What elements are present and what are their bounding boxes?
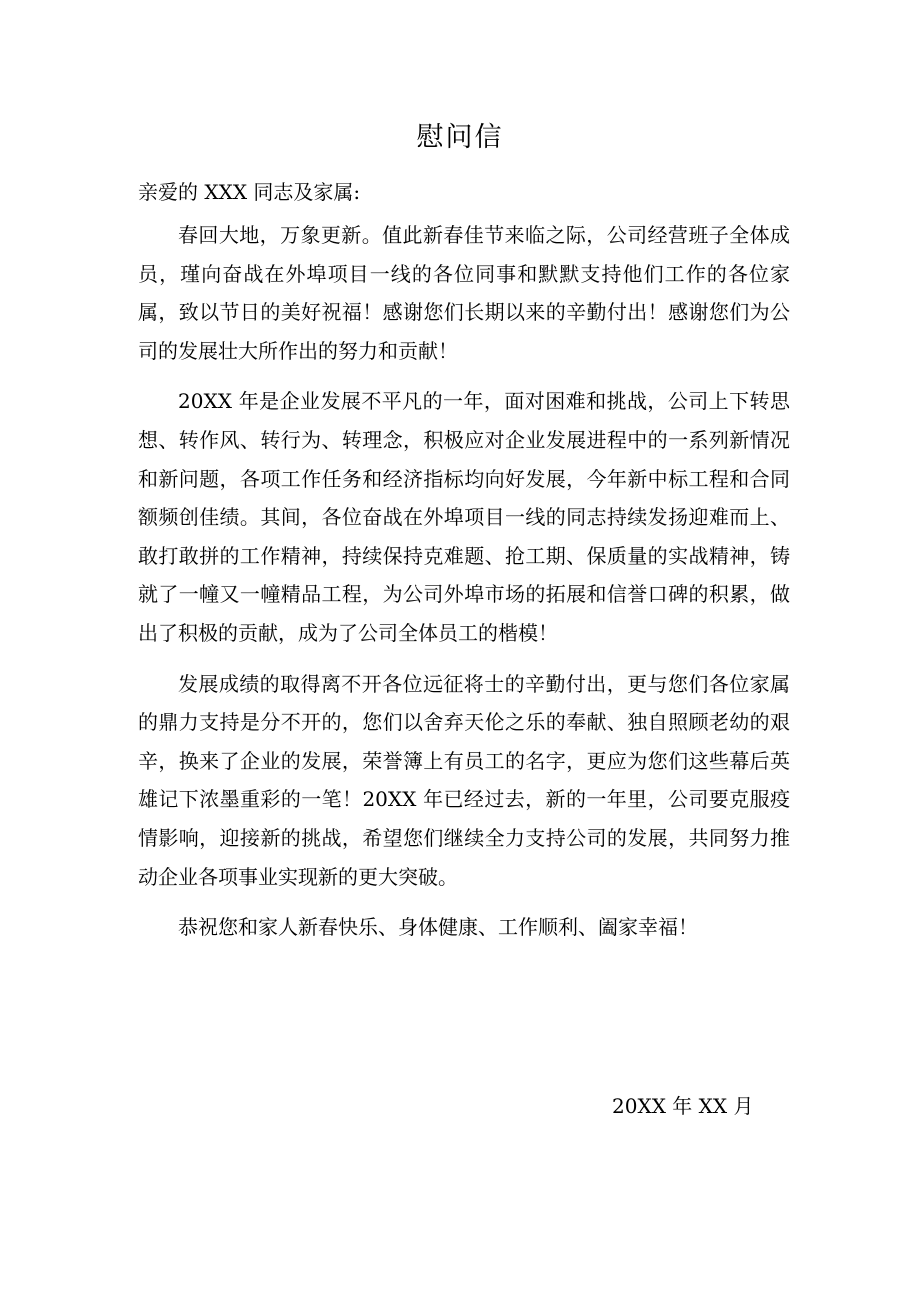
letter-paragraph-1: 春回大地，万象更新。值此新春佳节来临之际，公司经营班子全体成员，瑾向奋战在外埠项目一线的各位同事和默默支持他们工作的各位家属，致以节日的美好祝福！感谢您们长期以来的辛勤付出！感谢您们为公司的发展壮大所作出的努力和贡献！ [138, 223, 790, 363]
letter-paragraph-2: 20XX 年是企业发展不平凡的一年，面对困难和挑战，公司上下转思想、转作风、转行为、转理念，积极应对企业发展进程中的一系列新情况和新问题，各项工作任务和经济指标均向好发展，今年新中标工程和合同额频创佳绩。其间，各位奋战在外埠项目一线的同志持续发扬迎难而上、敢打敢拼的工作精神，持续保持克难题、抢工期、保质量的实战精神，铸就了一幢又一幢精品工程，为公司外埠市场的拓展和信誉口碑的积累，做出了积极的贡献，成为了公司全体员工的楷模！ [138, 389, 790, 645]
letter-title: 慰问信 [416, 122, 504, 153]
letter-date: 20XX 年 XX 月 [612, 1094, 754, 1118]
letter-body [138, 216, 790, 959]
letter-paragraph-4: 恭祝您和家人新春快乐、身体健康、工作顺利、阖家幸福！ [178, 915, 698, 940]
letter-paragraph-3: 发展成绩的取得离不开各位远征将士的辛勤付出，更与您们各位家属的鼎力支持是分不开的，您们以舍弃天伦之乐的奉献、独自照顾老幼的艰辛，换来了企业的发展，荣誉簿上有员工的名字，更应为您们这些幕后英雄记下浓墨重彩的一笔！20XX 年已经过去，新的一年里，公司要克服疫情影响，迎接新的挑战，希望您们继续全力支持公司的发展，共同努力推动企业各项事业实现新的更大突破。 [138, 671, 790, 889]
letter-salutation: 亲爱的 XXX 同志及家属: [138, 180, 361, 204]
